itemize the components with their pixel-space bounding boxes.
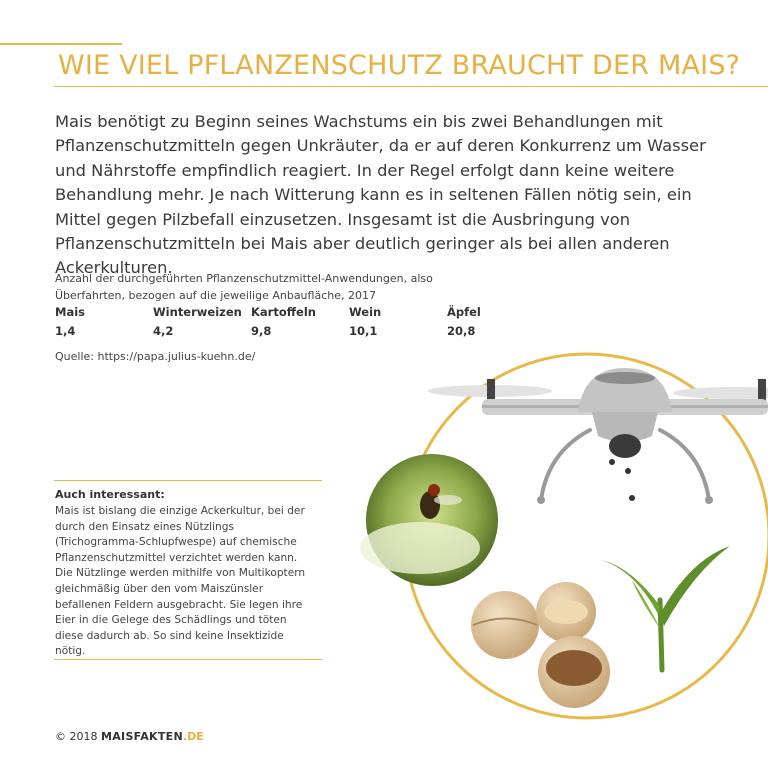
stat-label: Kartoffeln xyxy=(251,305,316,319)
egg-surface xyxy=(360,522,480,574)
stat-value: 20,8 xyxy=(447,324,476,338)
wasp-icon xyxy=(420,491,440,519)
capsule-balls-icon xyxy=(471,582,610,708)
footer xyxy=(55,730,204,743)
brand-tld: .DE xyxy=(183,730,204,743)
rotor-hub xyxy=(487,379,495,399)
capsule-ball xyxy=(471,591,539,659)
capsule-eggs xyxy=(546,650,602,686)
stat-value: 10,1 xyxy=(349,324,378,338)
stat-value: 9,8 xyxy=(251,324,272,338)
capsule-drop xyxy=(629,495,635,501)
capsule-drop xyxy=(609,459,615,465)
stat-label: Winterweizen xyxy=(153,305,242,319)
intro-paragraph: Mais benötigt zu Beginn seines Wachstums ein bis zwei Behandlungen mit Pflanzenschutzmitteln gegen Unkräuter, da er auf deren Konkurrenz um Wasser und Nährstoffe empfindlich reagiert. In der Regel erfolgt dann keine weitere Behandlung mehr. Je nach Witterung kann es in seltenen Fällen nötig sein, ein Mittel gegen Pilzbefall einzusetzen. Insgesamt ist die Ausbringung von Pflanzenschutzmitteln bei Mais aber deutlich geringer als bei allen anderen Ackerkulturen. xyxy=(55,112,706,278)
landing-leg xyxy=(660,430,709,500)
brand-name: MAISFAKTEN xyxy=(101,730,183,743)
aside-text: Mais ist bislang die einzige Ackerkultur, bei der durch den Einsatz eines Nützlings (Trichogramma-Schlupfwespe) auf chemische Pflanzenschutzmittel verzichtet werden kann. Die Nützlinge werden mithilfe von Multikoptern gleichmäßig über den vom Maiszünsler befallenen Feldern ausgebracht. Sie legen ihre Eier in die Gelege des Schädlings und töten diese dadurch ab. So sind keine Insektizide nötig. xyxy=(55,505,306,658)
page-title: WIE VIEL PFLANZENSCHUTZ BRAUCHT DER MAIS? xyxy=(58,50,741,81)
landing-leg xyxy=(541,430,590,500)
drone-dome-stripe xyxy=(595,372,655,384)
leg-foot xyxy=(537,496,545,504)
stat-value: 1,4 xyxy=(55,324,76,338)
drone-camera xyxy=(609,434,641,458)
seedling-stem xyxy=(660,600,662,670)
wasp-photo xyxy=(360,454,498,586)
capsule-inside xyxy=(544,600,588,624)
wasp-wing xyxy=(434,495,462,505)
stats-caption: Anzahl der durchgeführten Pflanzenschutzmittel-Anwendungen, also Überfahrten, bezogen auf die jeweilige Anbaufläche, 2017 xyxy=(55,272,433,302)
copyright: © 2018 xyxy=(55,730,98,743)
stat-label: Äpfel xyxy=(447,305,481,319)
capsule-drop xyxy=(625,468,631,474)
seedling-leaf xyxy=(602,560,660,614)
rotor-blade xyxy=(673,387,768,399)
leg-foot xyxy=(705,496,713,504)
stat-value: 4,2 xyxy=(153,324,174,338)
wasp-head xyxy=(428,484,440,496)
corn-seedling-icon xyxy=(602,546,730,670)
source-note: Quelle: https://papa.julius-kuehn.de/ xyxy=(55,350,256,363)
rotor-hub xyxy=(758,379,766,401)
stat-label: Mais xyxy=(55,305,85,319)
aside-title: Auch interessant: xyxy=(55,488,165,501)
stat-label: Wein xyxy=(349,305,382,319)
seedling-leaf xyxy=(660,546,730,626)
